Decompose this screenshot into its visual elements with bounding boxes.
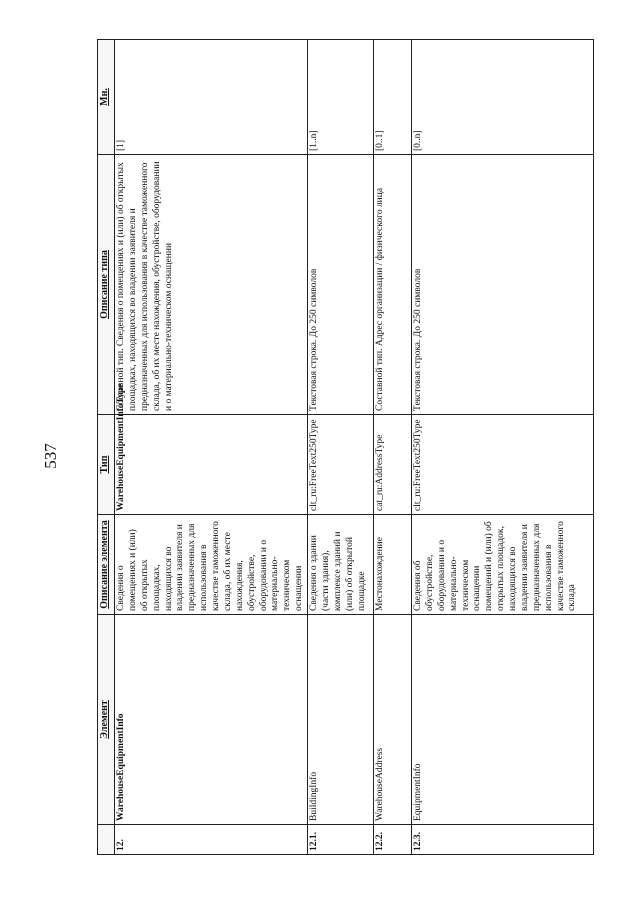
element-description: Сведения о помещениях и (или) об открытых площадках, находящихся во владении заявителя и предназначенных для использования в качестве таможенного склада, об их месте нахождения, обустройстве, оборудовании и о материально-техническом оснащении	[115, 515, 308, 615]
row-number: 12.3.	[412, 825, 594, 855]
multiplicity: [0..1]	[374, 40, 412, 155]
type-description: Текстовая строка. До 250 символов	[412, 155, 594, 415]
type-description: Составной тип. Адрес организации / физического лица	[374, 155, 412, 415]
element-type: clt_ru:FreeText250Type	[412, 415, 594, 515]
multiplicity: [1]	[115, 40, 308, 155]
header-type-description: Описание типа	[98, 155, 115, 415]
header-description: Описание элемента	[98, 515, 115, 615]
element-name: WarehouseEquipmentInfo	[115, 615, 308, 825]
header-type: Тип	[98, 415, 115, 515]
table-row	[374, 40, 412, 855]
table-row	[308, 40, 374, 855]
row-number: 12.	[115, 825, 308, 855]
element-name: WarehouseAddress	[374, 615, 412, 825]
multiplicity: [0..n]	[412, 40, 594, 155]
multiplicity: [1..n]	[308, 40, 374, 155]
element-description: Сведения об обустройстве, оборудовании и о материально-техническом оснащении помещений и (или) об открытых площадок, находящихся во владении заявителя и предназначенных для использования в качестве таможенного склада	[412, 515, 594, 615]
table-row	[412, 40, 594, 855]
table-row	[115, 40, 308, 855]
element-name: EquipmentInfo	[412, 615, 594, 825]
type-description: Составной тип. Сведения о помещениях и (или) об открытых площадках, находящихся во владении заявителя и предназначенных для использования в качестве таможенного склада, об их месте нахождения, обустройстве, оборудовании и о материально-техническом оснащении	[115, 155, 308, 415]
element-name: BuildingInfo	[308, 615, 374, 825]
table-header-row	[98, 40, 115, 855]
row-number: 12.2.	[374, 825, 412, 855]
header-multiplicity: Мн.	[98, 40, 115, 155]
element-type: WarehouseEquipmentInfoType	[115, 415, 308, 515]
element-type: clt_ru:FreeText250Type	[308, 415, 374, 515]
page-number: 537	[41, 443, 60, 469]
row-number: 12.1.	[308, 825, 374, 855]
header-element: Элемент	[98, 615, 115, 825]
type-description: Текстовая строка. До 250 символов	[308, 155, 374, 415]
element-type: cat_ru:AddressType	[374, 415, 412, 515]
element-description: Местонахождение	[374, 515, 412, 615]
element-description: Сведения о здании (части здания), комплексе зданий и (или) об открытой площадке	[308, 515, 374, 615]
element-table	[97, 39, 594, 855]
header-num	[98, 825, 115, 855]
